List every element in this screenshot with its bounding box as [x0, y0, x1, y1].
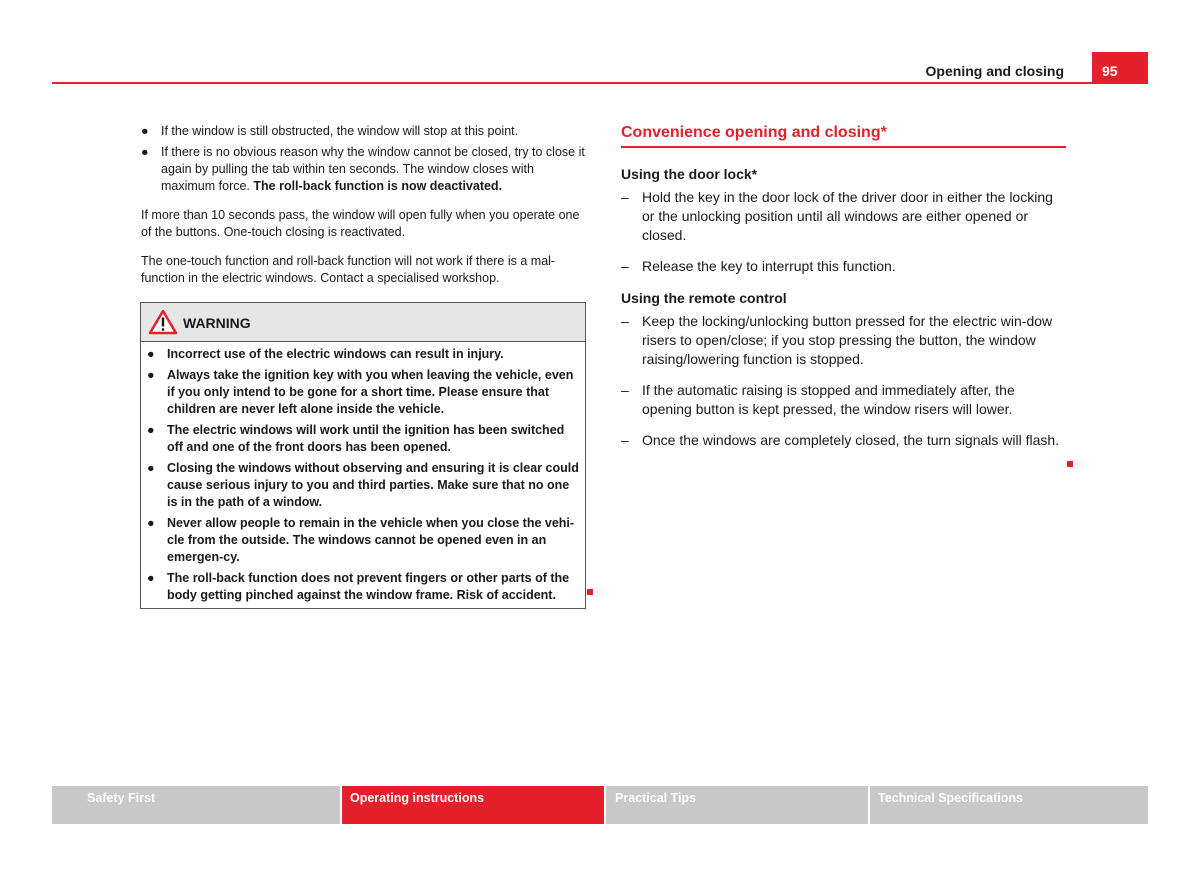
list-item — [147, 346, 579, 363]
end-marker-icon — [587, 589, 593, 595]
tab-label: Technical Specifications — [878, 791, 1023, 805]
door-lock-subheading: Using the door lock* — [621, 166, 758, 182]
tab-technical-specifications[interactable] — [870, 786, 1148, 824]
warning-text: Always take the ignition key with you when leaving the vehicle, even if you only intend to be gone for a short time. Please ensure that children are never left alone inside the vehicle. — [167, 368, 574, 416]
tab-operating-instructions[interactable] — [342, 786, 604, 824]
remote-subheading: Using the remote control — [621, 290, 787, 306]
tab-label: Practical Tips — [615, 791, 697, 805]
step-text: Once the windows are completely closed, the turn signals will flash. — [642, 432, 1060, 448]
list-item — [621, 381, 1066, 419]
tab-label: Safety First — [87, 791, 156, 805]
convenience-heading: Convenience opening and closing* — [621, 124, 1066, 148]
bullet-icon: ● — [147, 461, 155, 475]
bullet-icon: ● — [147, 423, 155, 437]
bullet-icon: ● — [141, 124, 149, 138]
list-item — [147, 422, 579, 456]
warning-text: The electric windows will work until the ignition has been switched off and one of the front doors has been opened. — [167, 423, 565, 454]
warning-text: Closing the windows without observing and ensuring it is clear could cause serious injury to you and third parties. Make sure that no one is in the path of a window. — [167, 461, 579, 509]
page-number: 95 — [1102, 63, 1118, 79]
dash-icon: – — [621, 313, 629, 329]
list-item — [147, 460, 579, 511]
warning-body — [141, 342, 585, 608]
warning-text: Incorrect use of the electric windows can result in injury. — [167, 347, 504, 361]
paragraph: If more than 10 seconds pass, the window will open fully when you operate one of the buttons. One-touch closing is reactivated. — [141, 208, 580, 239]
header-rule — [52, 82, 1148, 84]
dash-icon: – — [621, 258, 629, 274]
bullet-icon: ● — [147, 516, 155, 530]
tab-label: Operating instructions — [350, 791, 485, 805]
dash-icon: – — [621, 432, 629, 448]
tab-practical-tips[interactable] — [606, 786, 868, 824]
warning-text: Never allow people to remain in the vehicle when you close the vehi-cle from the outside. The windows cannot be opened even in an emergen-cy. — [167, 516, 575, 564]
list-item — [621, 431, 1066, 450]
list-item — [147, 570, 579, 604]
dash-icon: – — [621, 189, 629, 205]
step-text: Keep the locking/unlocking button pressed for the electric win-dow risers to open/close; if you stop pressing the button, the window raising/lowering function is stopped. — [642, 313, 1053, 367]
bullet-icon: ● — [147, 368, 155, 382]
bullet-icon: ● — [141, 145, 149, 159]
chapter-tabs — [52, 786, 1148, 824]
list-item — [141, 144, 586, 195]
bullet-text — [161, 144, 586, 195]
end-marker-icon — [1067, 461, 1073, 467]
list-item — [147, 367, 579, 418]
warning-text: The roll-back function does not prevent fingers or other parts of the body getting pinched against the window frame. Risk of accident. — [167, 571, 570, 602]
bullet-icon: ● — [147, 571, 155, 585]
section-title: Opening and closing — [925, 63, 1064, 79]
bullet-text-plain: If there is no obvious reason why the window cannot be closed, try to close it again by pulling the tab within ten seconds. The window closes with maximum force. — [161, 145, 585, 193]
left-column — [141, 123, 586, 299]
warning-triangle-icon — [148, 309, 178, 335]
tab-safety-first[interactable] — [52, 786, 340, 824]
step-text: If the automatic raising is stopped and immediately after, the opening button is kept pressed, the window risers will lower. — [642, 382, 1015, 417]
warning-label: WARNING — [183, 315, 251, 331]
list-item — [147, 515, 579, 566]
step-text: Hold the key in the door lock of the driver door in either the locking or the unlocking position until all windows are either opened or closed. — [642, 189, 1053, 243]
warning-box — [140, 302, 586, 609]
bullet-icon: ● — [147, 347, 155, 361]
bullet-text: If the window is still obstructed, the window will stop at this point. — [161, 124, 519, 138]
right-column — [621, 124, 1066, 462]
paragraph: The one-touch function and roll-back function will not work if there is a mal-function in the electric windows. Contact a specialised workshop. — [141, 254, 556, 285]
list-item — [621, 188, 1066, 245]
bullet-text-bold: The roll-back function is now deactivated. — [253, 179, 503, 193]
dash-icon: – — [621, 382, 629, 398]
page-number-box — [1092, 52, 1148, 84]
list-item — [621, 257, 1066, 276]
list-item — [621, 312, 1066, 369]
step-text: Release the key to interrupt this function. — [642, 258, 896, 274]
list-item — [141, 123, 586, 140]
warning-header — [141, 303, 585, 342]
